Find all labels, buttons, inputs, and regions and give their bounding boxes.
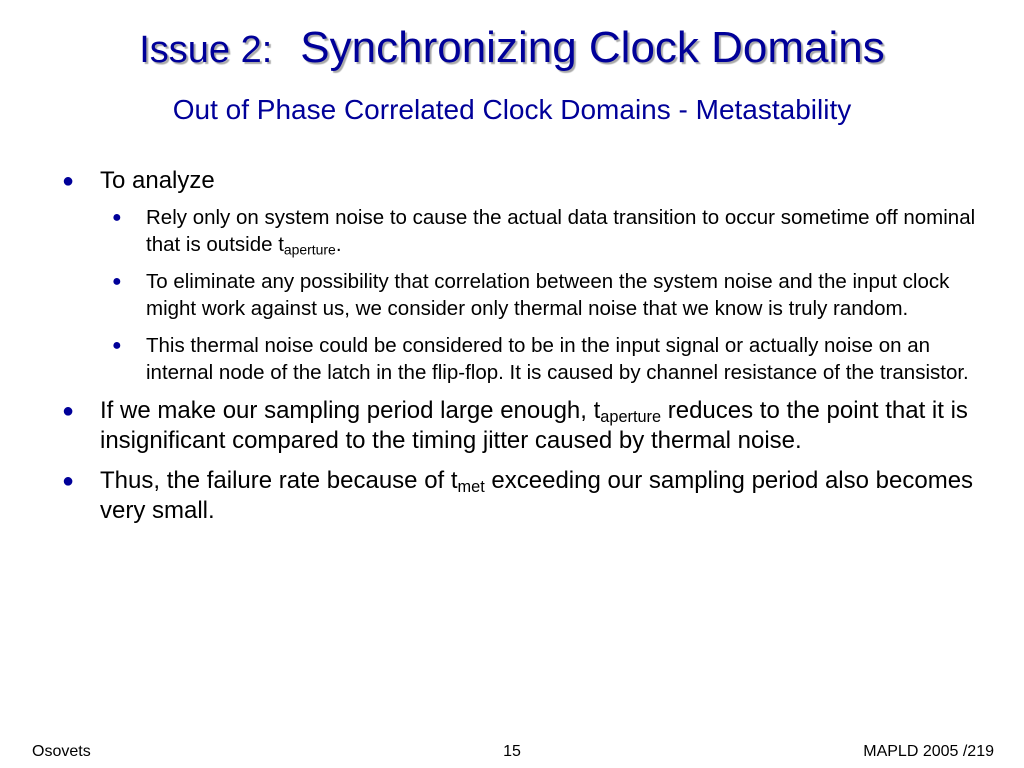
footer-author: Osovets xyxy=(32,743,91,760)
sub-bullet-text-end: . xyxy=(335,233,342,256)
subscript-aperture: aperture xyxy=(283,241,336,258)
sub-bullet-text: This thermal noise could be considered to be in the input signal or actually noise on an internal node of the latch in the flip-flop. It is caused by channel resistance of the transistor. xyxy=(146,334,969,384)
subscript-met: met xyxy=(457,478,485,497)
bullet-sampling-period xyxy=(60,396,980,456)
bullet-text: To analyze xyxy=(100,167,215,194)
bullet-text: If we make our sampling period large enough, t xyxy=(100,397,601,424)
bullet-dot-icon: ● xyxy=(62,400,75,422)
bullet-failure-rate xyxy=(60,466,980,526)
sub-bullet-dot-icon: ● xyxy=(112,273,122,290)
sub-bullet-list xyxy=(100,204,980,386)
bullet-dot-icon: ● xyxy=(62,170,75,192)
sub-bullet-thermal-noise xyxy=(100,268,980,322)
sub-bullet-system-noise xyxy=(100,204,980,258)
slide-title-prefix: Issue 2: xyxy=(139,29,273,71)
bullet-dot-icon: ● xyxy=(62,470,75,492)
slide-title xyxy=(0,22,1024,76)
sub-bullet-text: Rely only on system noise to cause the actual data transition to occur sometime off nominal that is outside t xyxy=(146,206,976,256)
sub-bullet-dot-icon: ● xyxy=(112,209,122,226)
bullet-to-analyze xyxy=(60,166,980,386)
sub-bullet-dot-icon: ● xyxy=(112,337,122,354)
footer-page-number: 15 xyxy=(503,743,521,760)
bullet-text-end: reduces to the point that it is insignificant compared to the timing jitter caused by thermal noise. xyxy=(100,397,968,454)
sub-bullet-channel-resistance xyxy=(100,332,980,386)
slide-subtitle: Out of Phase Correlated Clock Domains - Metastability xyxy=(172,94,852,125)
sub-bullet-text: To eliminate any possibility that correlation between the system noise and the input clock might work against us, we consider only thermal noise that we know is truly random. xyxy=(146,270,950,320)
slide-title-main: Synchronizing Clock Domains xyxy=(300,23,885,72)
footer-event: MAPLD 2005 /219 xyxy=(863,743,994,760)
bullet-list xyxy=(60,166,980,536)
bullet-text: Thus, the failure rate because of t xyxy=(100,467,458,494)
bullet-text-end: exceeding our sampling period also becomes very small. xyxy=(100,467,974,524)
subscript-aperture: aperture xyxy=(600,408,662,427)
